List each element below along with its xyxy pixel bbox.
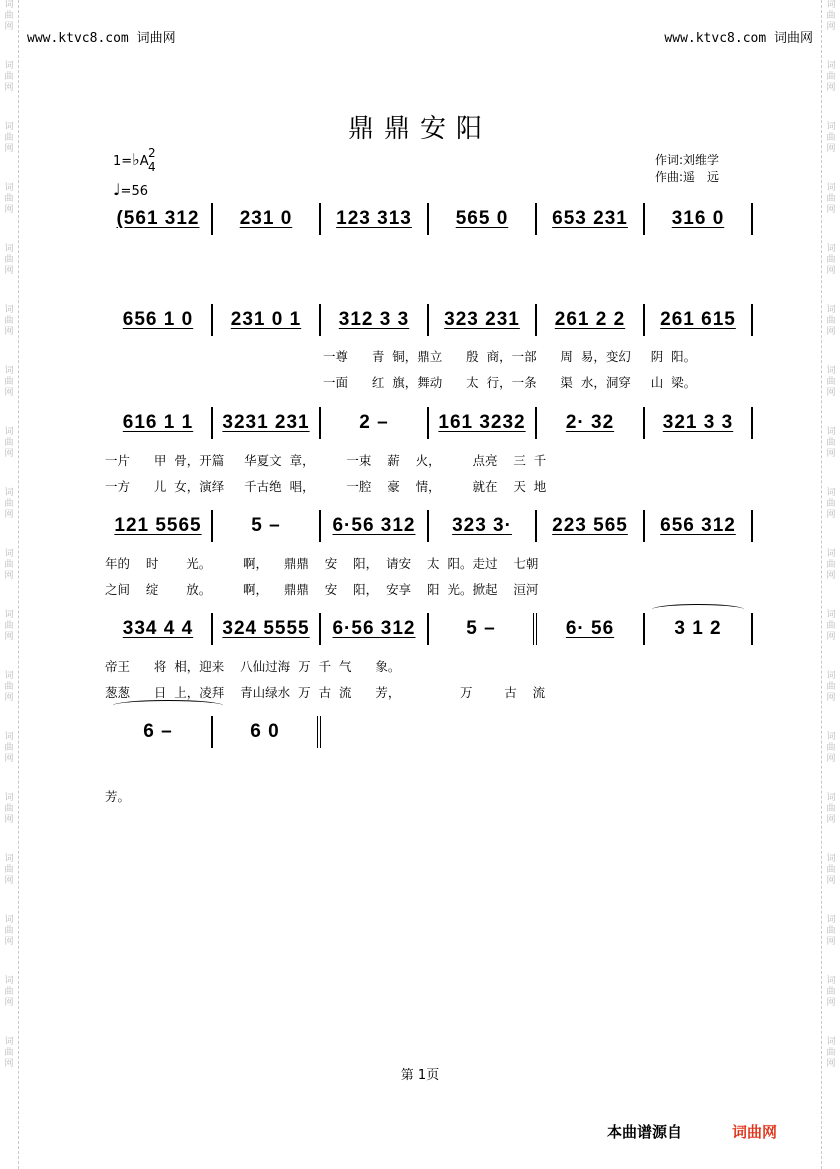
- notes: 312 3 3: [338, 309, 410, 330]
- side-watermark-text: 词 曲 网: [4, 732, 14, 764]
- side-watermark-text: 词 曲 网: [826, 854, 836, 886]
- measure: [537, 407, 645, 439]
- measure: [105, 304, 213, 336]
- tie-slur: [652, 604, 744, 615]
- side-watermark-text: 词 曲 网: [4, 976, 14, 1008]
- side-watermark-text: 词 曲 网: [4, 671, 14, 703]
- side-watermark-text: 词 曲 网: [826, 549, 836, 581]
- notes: 565 0: [455, 208, 509, 229]
- measure: [645, 203, 753, 235]
- measure: [645, 304, 753, 336]
- side-watermark-text: 词 曲 网: [4, 0, 14, 32]
- left-watermark-strip: [0, 0, 19, 1169]
- staff-line-1: [105, 203, 753, 235]
- lyrics-verse-2: 一面 红 旗，舞动 太 行，一条 渠 水，洞穿 山 梁。: [323, 375, 697, 390]
- staff-line-5: [105, 613, 753, 645]
- key-note: A: [139, 154, 149, 169]
- measure: [321, 407, 429, 439]
- side-watermark-text: 词 曲 网: [826, 244, 836, 276]
- measure: [321, 510, 429, 542]
- notes: 5 –: [466, 618, 496, 639]
- song-title: 鼎鼎安阳: [347, 114, 492, 144]
- source-brand-link[interactable]: 词曲网: [732, 1123, 778, 1141]
- side-watermark-text: 词 曲 网: [4, 549, 14, 581]
- notes: 3 1 2: [674, 618, 722, 639]
- side-watermark-text: 词 曲 网: [826, 976, 836, 1008]
- notes: 2 –: [359, 412, 389, 433]
- side-watermark-text: 词 曲 网: [826, 122, 836, 154]
- notes: 261 615: [660, 309, 736, 330]
- notes: 323 231: [444, 309, 520, 330]
- side-watermark-text: 词 曲 网: [4, 854, 14, 886]
- side-watermark-text: 词 曲 网: [4, 122, 14, 154]
- measure: [321, 304, 429, 336]
- tempo-value: =56: [120, 184, 148, 199]
- side-watermark-text: 词 曲 网: [4, 366, 14, 398]
- notes: 334 4 4: [122, 618, 194, 639]
- right-watermark-strip: [821, 0, 840, 1169]
- notes: 2· 32: [565, 412, 615, 433]
- time-signature: [148, 146, 156, 174]
- lyrics-verse-2: 一方 儿 女，演绎 千古绝 唱， 一腔 豪 情， 就在 天 地: [105, 479, 547, 494]
- measure: [537, 613, 645, 645]
- lyrics-verse-2: 葱葱 日 上，凌拜 青山绿水 万 古 流 芳， 万 古 流: [105, 685, 546, 700]
- side-watermark-text: 词 曲 网: [826, 732, 836, 764]
- side-watermark-text: 词 曲 网: [4, 183, 14, 215]
- measure: [537, 510, 645, 542]
- composer: 作曲:遥 远: [655, 170, 720, 184]
- lyrics-verse-1: 帝王 将 相，迎来 八仙过海 万 千 气 象。: [105, 659, 401, 674]
- lyricist: 作词:刘维学: [655, 153, 720, 167]
- notes: 123 313: [336, 208, 412, 229]
- measure: [105, 613, 213, 645]
- side-watermark-text: 词 曲 网: [826, 488, 836, 520]
- measure: [105, 716, 213, 748]
- measure: [213, 203, 321, 235]
- side-watermark-text: 词 曲 网: [4, 427, 14, 459]
- staff-line-4: [105, 510, 753, 542]
- measure: [213, 716, 321, 748]
- notes: 6·56 312: [332, 515, 416, 536]
- notes: 231 0 1: [230, 309, 302, 330]
- side-watermark-text: 词 曲 网: [4, 305, 14, 337]
- measure: [213, 407, 321, 439]
- page-number: 第 1页: [400, 1068, 440, 1083]
- quarter-note-icon: ♩: [113, 180, 121, 199]
- side-watermark-text: 词 曲 网: [826, 610, 836, 642]
- side-watermark-text: 词 曲 网: [826, 0, 836, 32]
- notes: 323 3·: [452, 515, 512, 536]
- site-url-right[interactable]: www.ktvc8.com 词曲网: [664, 31, 813, 46]
- measure: [645, 510, 753, 542]
- measure: [105, 510, 213, 542]
- notes: 6·56 312: [332, 618, 416, 639]
- side-watermark-text: 词 曲 网: [826, 61, 836, 93]
- measure: [213, 510, 321, 542]
- measure: [645, 613, 753, 645]
- notes: 223 565: [552, 515, 628, 536]
- side-watermark-text: 词 曲 网: [826, 366, 836, 398]
- measure: [429, 203, 537, 235]
- side-watermark-text: 词 曲 网: [4, 610, 14, 642]
- measure: [105, 203, 213, 235]
- notes: 161 3232: [438, 412, 526, 433]
- lyrics-verse-1: 一尊 青 铜，鼎立 殷 商，一部 周 易，变幻 阴 阳。: [323, 349, 697, 364]
- source-label: 本曲谱源自: [607, 1123, 683, 1141]
- staff-line-6: [105, 716, 321, 748]
- notes: 656 312: [660, 515, 736, 536]
- lyrics-verse-1: 一片 甲 骨，开篇 华夏文 章， 一束 薪 火， 点亮 三 千: [105, 453, 547, 468]
- key-signature: [113, 146, 156, 174]
- side-watermark-text: 词 曲 网: [826, 1037, 836, 1069]
- notes: 316 0: [671, 208, 725, 229]
- side-watermark-text: 词 曲 网: [4, 915, 14, 947]
- notes: 121 5565: [114, 515, 202, 536]
- notes: 231 0: [239, 208, 293, 229]
- key-prefix: 1=: [113, 154, 133, 169]
- tempo-marking: [113, 180, 148, 199]
- side-watermark-text: 词 曲 网: [4, 244, 14, 276]
- staff-line-2: [105, 304, 753, 336]
- source-credit: [607, 1121, 777, 1142]
- measure: [321, 613, 429, 645]
- measure: [429, 510, 537, 542]
- notes: 3231 231: [222, 412, 310, 433]
- tail-lyric: 芳。: [105, 789, 131, 804]
- side-watermark-text: 词 曲 网: [826, 793, 836, 825]
- measure: [213, 304, 321, 336]
- measure: [537, 203, 645, 235]
- meter-bottom: 4: [148, 160, 156, 174]
- measure: [213, 613, 321, 645]
- side-watermark-text: 词 曲 网: [4, 61, 14, 93]
- notes: 656 1 0: [122, 309, 194, 330]
- side-watermark-text: 词 曲 网: [826, 671, 836, 703]
- measure: [429, 613, 537, 645]
- notes: (561 312: [116, 208, 200, 229]
- measure: [429, 407, 537, 439]
- staff-line-3: [105, 407, 753, 439]
- side-watermark-text: 词 曲 网: [826, 915, 836, 947]
- lyrics-verse-2: 之间 绽 放。 啊， 鼎鼎 安 阳， 安享 阳 光。掀起 洹河: [105, 582, 539, 597]
- measure: [429, 304, 537, 336]
- side-watermark-text: 词 曲 网: [826, 183, 836, 215]
- notes: 5 –: [251, 515, 281, 536]
- lyrics-verse-1: 年的 时 光。 啊， 鼎鼎 安 阳， 请安 太 阳。走过 七朝: [105, 556, 539, 571]
- flat-icon: ♭: [132, 150, 140, 169]
- notes: 616 1 1: [122, 412, 194, 433]
- notes: 6 0: [250, 721, 280, 742]
- side-watermark-text: 词 曲 网: [826, 427, 836, 459]
- notes: 324 5555: [222, 618, 310, 639]
- credits: [655, 152, 719, 186]
- measure: [645, 407, 753, 439]
- notes: 321 3 3: [662, 412, 734, 433]
- notes: 653 231: [552, 208, 628, 229]
- side-watermark-text: 词 曲 网: [826, 305, 836, 337]
- meter-top: 2: [148, 146, 156, 160]
- side-watermark-text: 词 曲 网: [4, 488, 14, 520]
- side-watermark-text: 词 曲 网: [4, 1037, 14, 1069]
- measure: [321, 203, 429, 235]
- notes: 261 2 2: [554, 309, 626, 330]
- measure: [537, 304, 645, 336]
- site-url-left[interactable]: www.ktvc8.com 词曲网: [27, 31, 176, 46]
- measure: [105, 407, 213, 439]
- notes: 6· 56: [565, 618, 615, 639]
- side-watermark-text: 词 曲 网: [4, 793, 14, 825]
- notes: 6 –: [143, 721, 173, 742]
- tie-slur: [113, 700, 223, 711]
